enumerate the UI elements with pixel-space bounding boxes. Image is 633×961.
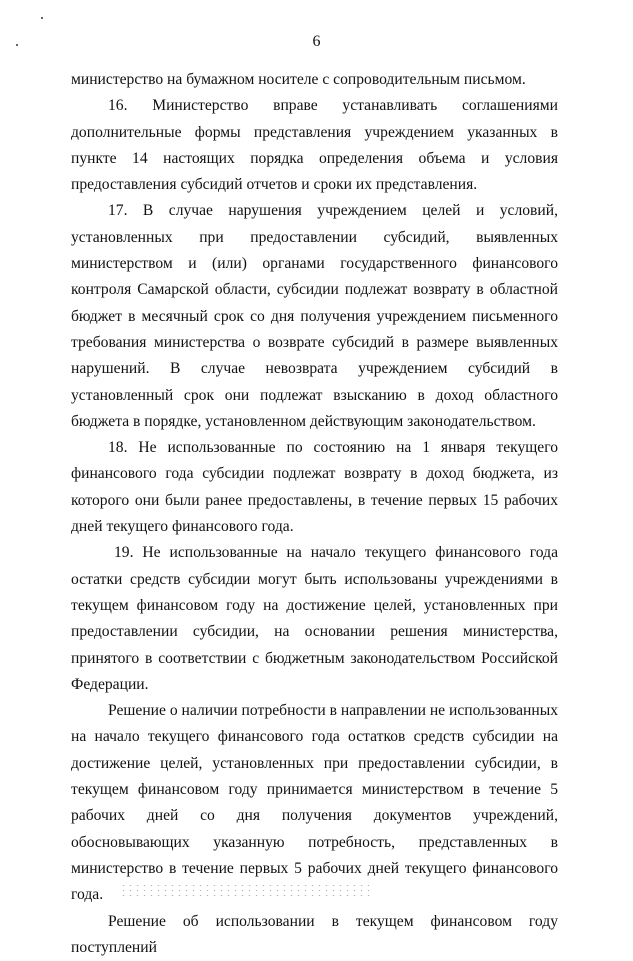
- scan-speck: [16, 44, 18, 46]
- paragraph-decision: Решение о наличии потребности в направлении не использованных на начало текущего финансового года остатков средств субсидии на достижение целей, установленных при предоставлении субсидии, в текущем финансовом году принимается министерством в течение 5 рабочих дней со дня получения документов учреждений, обосновывающих указанную потребность, представленных в министерство в течение первых 5 рабочих дней текущего финансового года.: [71, 698, 558, 908]
- scan-speck: [41, 17, 43, 19]
- page-number: 6: [0, 33, 633, 51]
- scan-noise: [120, 883, 370, 897]
- paragraph-18: 18. Не использованные по состоянию на 1 января текущего финансового года субсидии подлежат возврату в доход бюджета, из которого они были ранее предоставлены, в течение первых 15 рабочих дней текущего финансового года.: [71, 435, 558, 540]
- document-body: [71, 67, 558, 961]
- paragraph-decision-usage: Решение об использовании в текущем финансовом году поступлений: [71, 909, 558, 961]
- paragraph-19: 19. Не использованные на начало текущего финансового года остатки средств субсидии могут быть использованы учреждениями в текущем финансовом году на достижение целей, установленных при предоставлении субсидии, на основании решения министерства, принятого в соответствии с бюджетным законодательством Российской Федерации.: [71, 540, 558, 698]
- paragraph-16: 16. Министерство вправе устанавливать соглашениями дополнительные формы представления учреждением указанных в пункте 14 настоящих порядка определения объема и условия предоставления субсидий отчетов и сроки их представления.: [71, 93, 558, 198]
- paragraph-17: 17. В случае нарушения учреждением целей и условий, установленных при предоставлении субсидий, выявленных министерством и (или) органами государственного финансового контроля Самарской области, субсидии подлежат возврату в областной бюджет в месячный срок со дня получения учреждением письменного требования министерства о возврате субсидий в размере выявленных нарушений. В случае невозврата учреждением субсидий в установленный срок они подлежат взысканию в доход областного бюджета в порядке, установленном действующим законодательством.: [71, 198, 558, 435]
- paragraph-continuation: министерство на бумажном носителе с сопроводительным письмом.: [71, 67, 558, 93]
